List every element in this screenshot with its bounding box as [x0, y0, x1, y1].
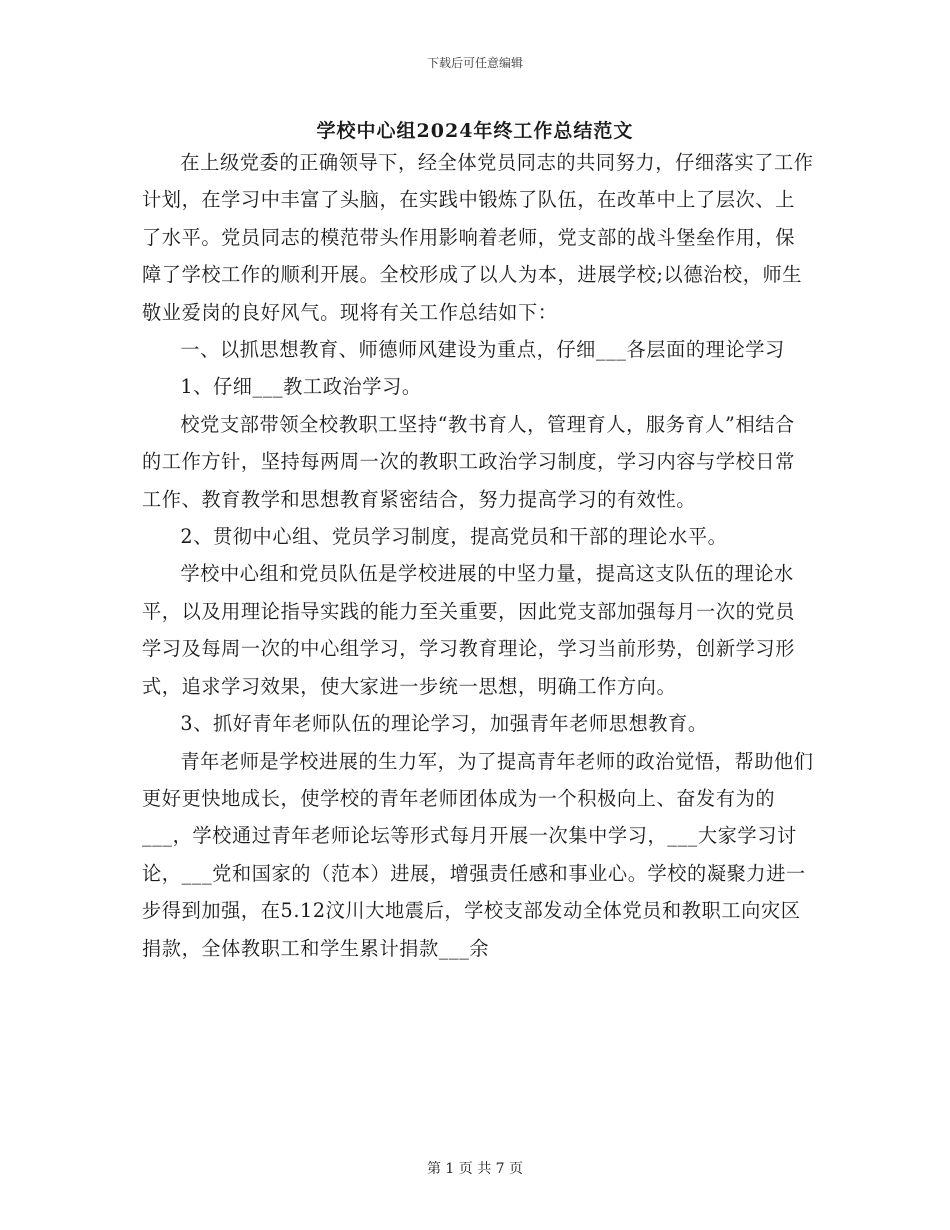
page-number: 第 1 页 共 7 页 — [426, 1161, 524, 1177]
subheading-3: 3、抓好青年老师队伍的理论学习，加强青年老师思想教育。 — [180, 712, 708, 736]
paragraph-central-group: 学校中心组和党员队伍是学校进展的中坚力量，提高这支队伍的理论水平，以及用理论指导实践的能力至关重要，因此党支部加强每月一次的党员学习及每周一次的中心组学习，学习教育理论，学习当前形势，创新学习形式，追求学习效果，使大家进一步统一思想，明确工作方向。 — [142, 562, 795, 698]
document-body — [142, 144, 814, 967]
paragraph-intro: 在上级党委的正确领导下，经全体党员同志的共同努力，仔细落实了工作计划，在学习中丰富了头脑，在实践中锻炼了队伍，在改革中上了层次、上了水平。党员同志的模范带头作用影响着老师，党支部的战斗堡垒作用，保障了学校工作的顺利开展。全校形成了以人为本，进展学校;以德治校，师生敬业爱岗的良好风气。现将有关工作总结如下： — [142, 151, 814, 324]
document-title: 学校中心组2024年终工作总结范文 — [316, 120, 634, 142]
heading-section-1: 一、以抓思想教育、师德师风建设为重点，仔细___各层面的理论学习 — [180, 338, 785, 362]
paragraph-staff-study: 校党支部带领全校教职工坚持“教书育人，管理育人，服务育人”相结合的工作方针，坚持每两周一次的教职工政治学习制度，学习内容与学校日常工作、教育教学和思想教育紧密结合，努力提高学习的有效性。 — [142, 412, 795, 511]
header-note: 下载后可任意编辑 — [426, 56, 523, 70]
subheading-1: 1、仔细___教工政治学习。 — [180, 375, 422, 399]
subheading-2: 2、贯彻中心组、党员学习制度，提高党员和干部的理论水平。 — [180, 525, 728, 549]
paragraph-young-teachers: 青年老师是学校进展的生力军，为了提高青年老师的政治觉悟，帮助他们更好更快地成长，使学校的青年老师团体成为一个积极向上、奋发有为的___，学校通过青年老师论坛等形式每月开展一次集中学习，___大家学习讨论，___党和国家的（范本）进展，增强责任感和事业心。学校的凝聚力进一步得到加强，在5.12汶川大地震后，学校支部发动全体党员和教职工向灾区捐款，全体教职工和学生累计捐款___余 — [142, 749, 814, 960]
